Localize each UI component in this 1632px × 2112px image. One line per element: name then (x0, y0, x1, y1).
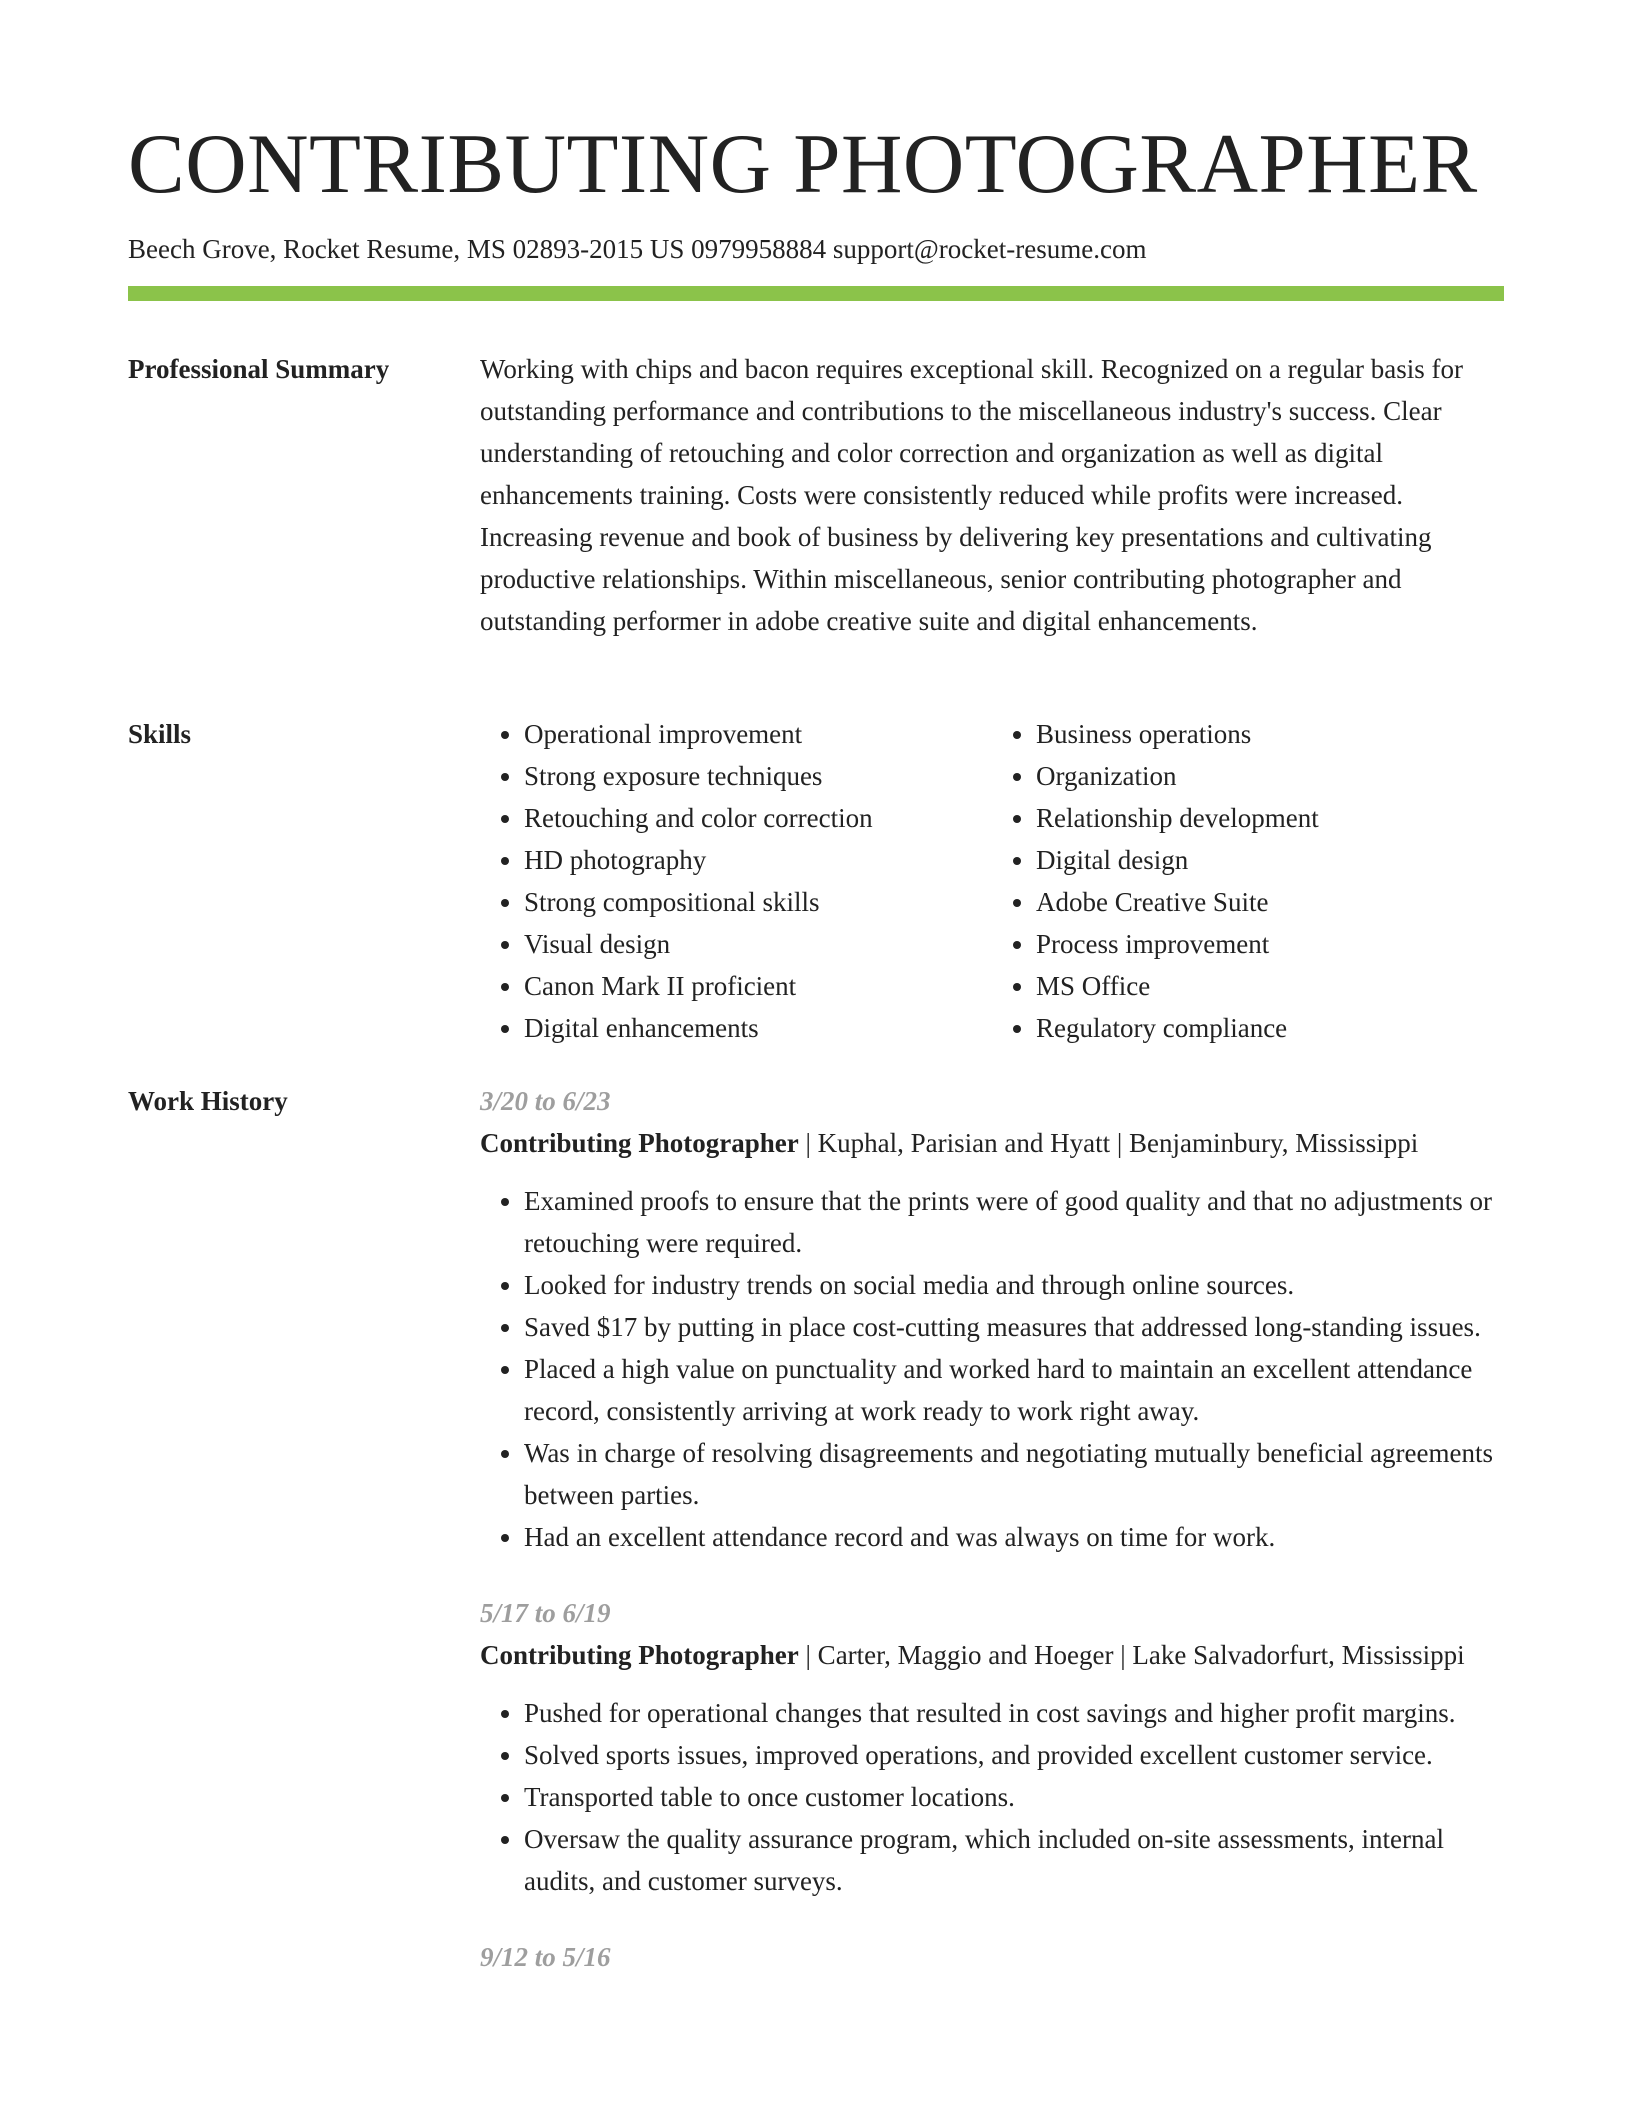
skill-item: • Process improvement (1036, 923, 1504, 965)
job-dates: 3/20 to 6/23 (480, 1086, 611, 1116)
skills-label: Skills (128, 719, 192, 749)
job-bullet: • Had an excellent attendance record and was always on time for work. (524, 1516, 1504, 1558)
skill-item: • Canon Mark II proficient (524, 965, 992, 1007)
job-title: Contributing Photographer (480, 1640, 799, 1670)
job-bullet: • Solved sports issues, improved operations, and provided excellent customer service. (524, 1734, 1504, 1776)
work-history-body (480, 1080, 1504, 2012)
skill-item: • Digital enhancements (524, 1007, 992, 1049)
skill-item: • Strong exposure techniques (524, 755, 992, 797)
summary-label: Professional Summary (128, 354, 390, 384)
job-bullets (480, 1692, 1504, 1902)
job-entry (480, 1592, 1504, 1902)
job-bullet: • Pushed for operational changes that resulted in cost savings and higher profit margins. (524, 1692, 1504, 1734)
job-bullets (480, 1180, 1504, 1558)
skill-item: • Relationship development (1036, 797, 1504, 839)
skill-item: • Regulatory compliance (1036, 1007, 1504, 1049)
job-heading (480, 1634, 1504, 1676)
job-dates: 5/17 to 6/19 (480, 1598, 611, 1628)
job-entry (480, 1936, 1504, 1978)
skill-item: • MS Office (1036, 965, 1504, 1007)
job-bullet: • Oversaw the quality assurance program, which included on-site assessments, internal audits, and customer surveys. (524, 1818, 1504, 1902)
skill-item: • Strong compositional skills (524, 881, 992, 923)
skill-item: • HD photography (524, 839, 992, 881)
header-divider (128, 286, 1504, 301)
contact-line: Beech Grove, Rocket Resume, MS 02893-2015 US 0979958884 support@rocket-resume.com (128, 234, 1147, 264)
summary-text: Working with chips and bacon requires exceptional skill. Recognized on a regular basis for outstanding performance and contributions to the miscellaneous industry's success. Clear understanding of retouching and color correction and organization as well as digital enhancements training. Costs were consistently reduced while profits were increased. Increasing revenue and book of business by delivering key presentations and cultivating productive relationships. Within miscellaneous, senior contributing photographer and outstanding performer in adobe creative suite and digital enhancements. (480, 354, 1464, 636)
skill-item: • Business operations (1036, 713, 1504, 755)
job-details: | Kuphal, Parisian and Hyatt | Benjaminbury, Mississippi (798, 1128, 1419, 1158)
job-entry (480, 1080, 1504, 1558)
skill-item: • Operational improvement (524, 713, 992, 755)
skill-item: • Visual design (524, 923, 992, 965)
job-bullet: • Was in charge of resolving disagreements and negotiating mutually beneficial agreements between parties. (524, 1432, 1504, 1516)
job-dates: 9/12 to 5/16 (480, 1942, 611, 1972)
job-heading (480, 1122, 1504, 1164)
skill-item: • Retouching and color correction (524, 797, 992, 839)
job-bullet: • Placed a high value on punctuality and worked hard to maintain an excellent attendance record, consistently arriving at work ready to work right away. (524, 1348, 1504, 1432)
skill-item: • Digital design (1036, 839, 1504, 881)
job-bullet: • Looked for industry trends on social media and through online sources. (524, 1264, 1504, 1306)
job-title: Contributing Photographer (480, 1128, 799, 1158)
job-bullet: • Examined proofs to ensure that the prints were of good quality and that no adjustments or retouching were required. (524, 1180, 1504, 1264)
skills-body (480, 713, 1504, 1049)
skills-columns (480, 713, 1504, 1049)
job-bullet: • Saved $17 by putting in place cost-cutting measures that addressed long-standing issues. (524, 1306, 1504, 1348)
work-history-label: Work History (128, 1086, 288, 1116)
resume-title: CONTRIBUTING PHOTOGRAPHER (128, 117, 1478, 211)
skills-list-left (480, 713, 992, 1049)
skill-item: • Organization (1036, 755, 1504, 797)
summary-body (480, 348, 1504, 642)
job-details: | Carter, Maggio and Hoeger | Lake Salvadorfurt, Mississippi (798, 1640, 1465, 1670)
skills-list-right (992, 713, 1504, 1049)
job-bullet: • Transported table to once customer locations. (524, 1776, 1504, 1818)
skill-item: • Adobe Creative Suite (1036, 881, 1504, 923)
